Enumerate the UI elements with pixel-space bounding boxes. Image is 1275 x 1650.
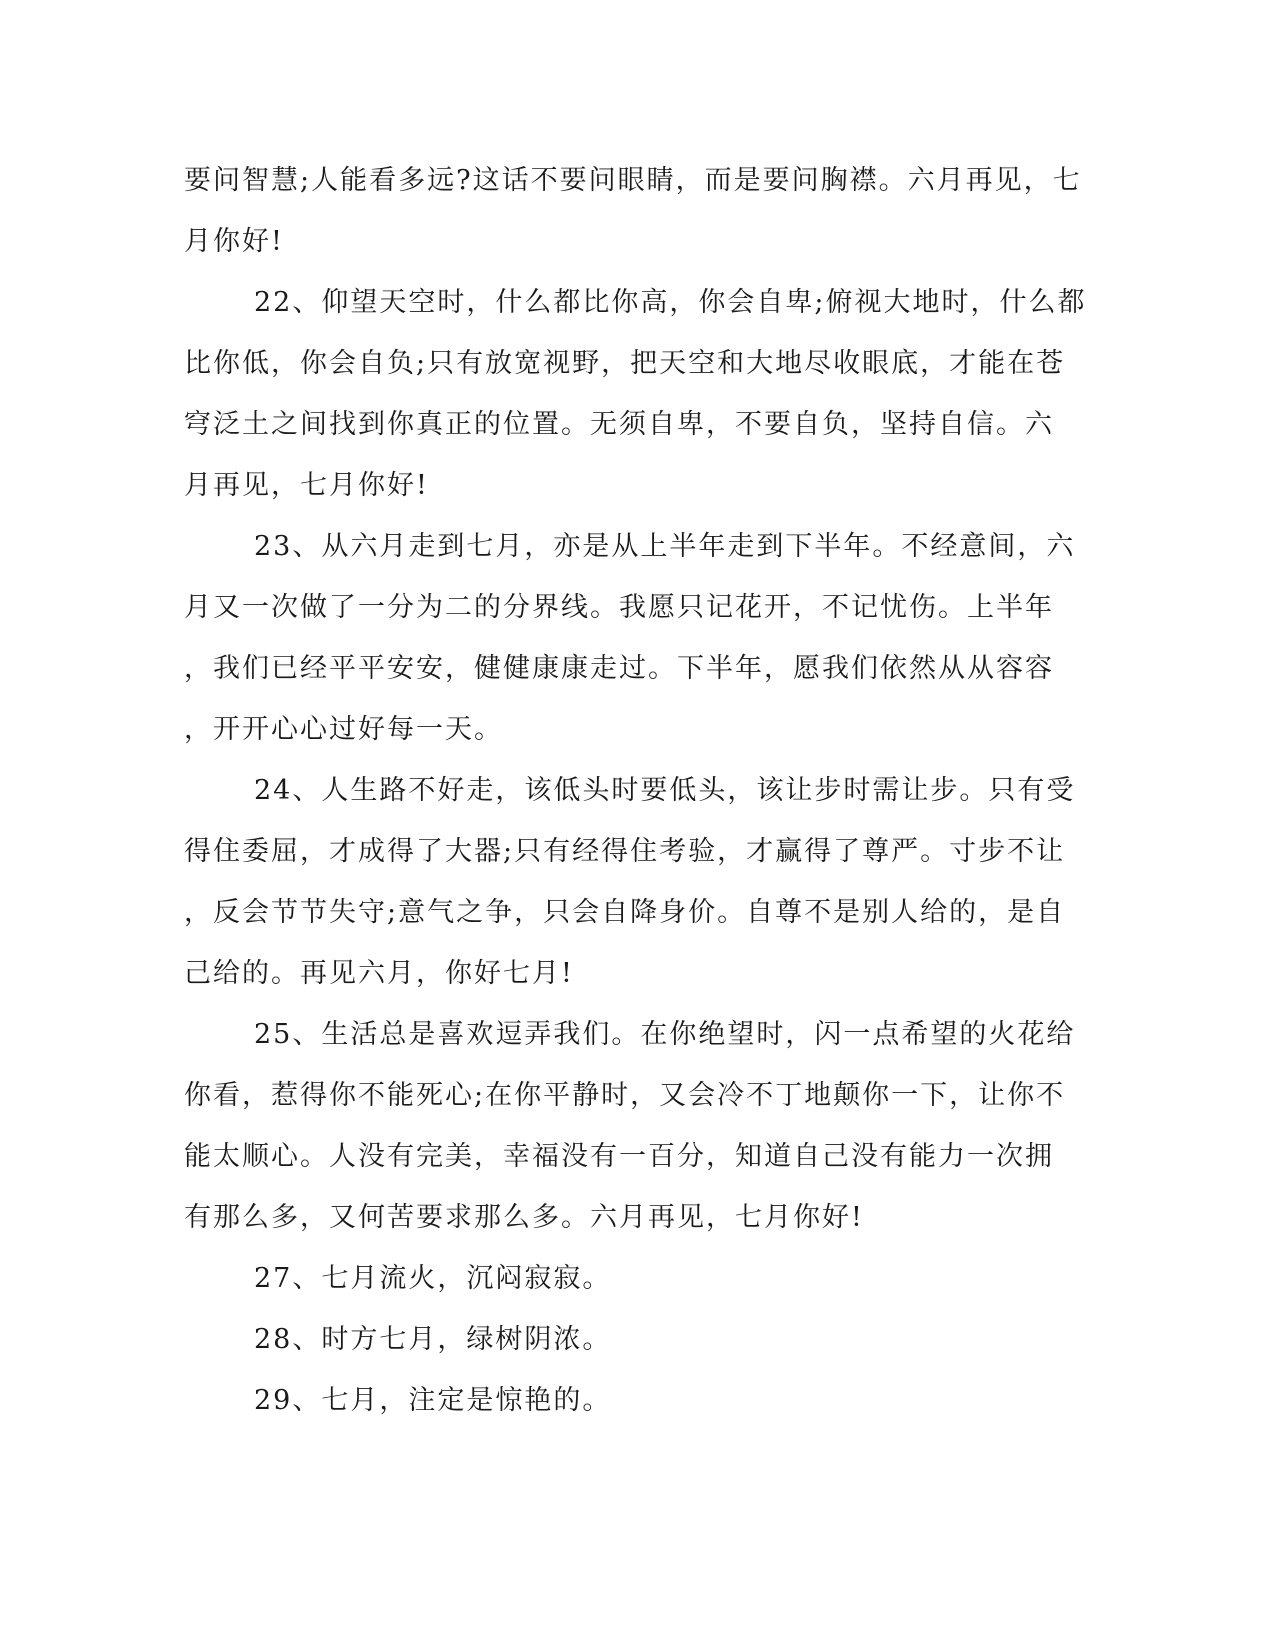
paragraph-23-start: 23、从六月走到七月，亦是从上半年走到下半年。不经意间，六 [254, 531, 1076, 562]
document-body [184, 150, 1087, 1431]
paragraph-25-start: 25、生活总是喜欢逗弄我们。在你绝望时，闪一点希望的火花给 [254, 1019, 1076, 1050]
text-line: 要问智慧;人能看多远?这话不要问眼睛，而是要问胸襟。六月再见，七 [184, 165, 1082, 196]
text-line: 月又一次做了一分为二的分界线。我愿只记花开，不记忧伤。上半年 [184, 592, 1054, 623]
text-line: 有那么多，又何苦要求那么多。六月再见，七月你好! [184, 1202, 864, 1233]
text-line: 月你好! [184, 226, 284, 257]
text-line: 穹泛土之间找到你真正的位置。无须自卑，不要自负，坚持自信。六 [184, 409, 1054, 440]
text-line: 月再见，七月你好! [184, 470, 429, 501]
text-line: 己给的。再见六月，你好七月! [184, 958, 574, 989]
paragraph-27: 27、七月流火，沉闷寂寂。 [254, 1263, 612, 1294]
text-line: ，我们已经平平安安，健健康康走过。下半年，愿我们依然从从容容 [184, 653, 1054, 684]
text-line: ，开开心心过好每一天。 [184, 714, 503, 745]
text-line: 得住委屈，才成得了大器;只有经得住考验，才赢得了尊严。寸步不让 [184, 836, 1066, 867]
paragraph-22-start: 22、仰望天空时，什么都比你高，你会自卑;俯视大地时，什么都 [254, 287, 1087, 318]
text-line: 比你低，你会自负;只有放宽视野，把天空和大地尽收眼底，才能在苍 [184, 348, 1066, 379]
paragraph-24-start: 24、人生路不好走，该低头时要低头，该让步时需让步。只有受 [254, 775, 1076, 806]
text-line: 能太顺心。人没有完美，幸福没有一百分，知道自己没有能力一次拥 [184, 1141, 1054, 1172]
paragraph-29: 29、七月，注定是惊艳的。 [254, 1385, 612, 1416]
paragraph-28: 28、时方七月，绿树阴浓。 [254, 1324, 612, 1355]
text-line: 你看，惹得你不能死心;在你平静时，又会冷不丁地颠你一下，让你不 [184, 1080, 1066, 1111]
text-line: ，反会节节失守;意气之争，只会自降身价。自尊不是别人给的，是自 [184, 897, 1066, 928]
